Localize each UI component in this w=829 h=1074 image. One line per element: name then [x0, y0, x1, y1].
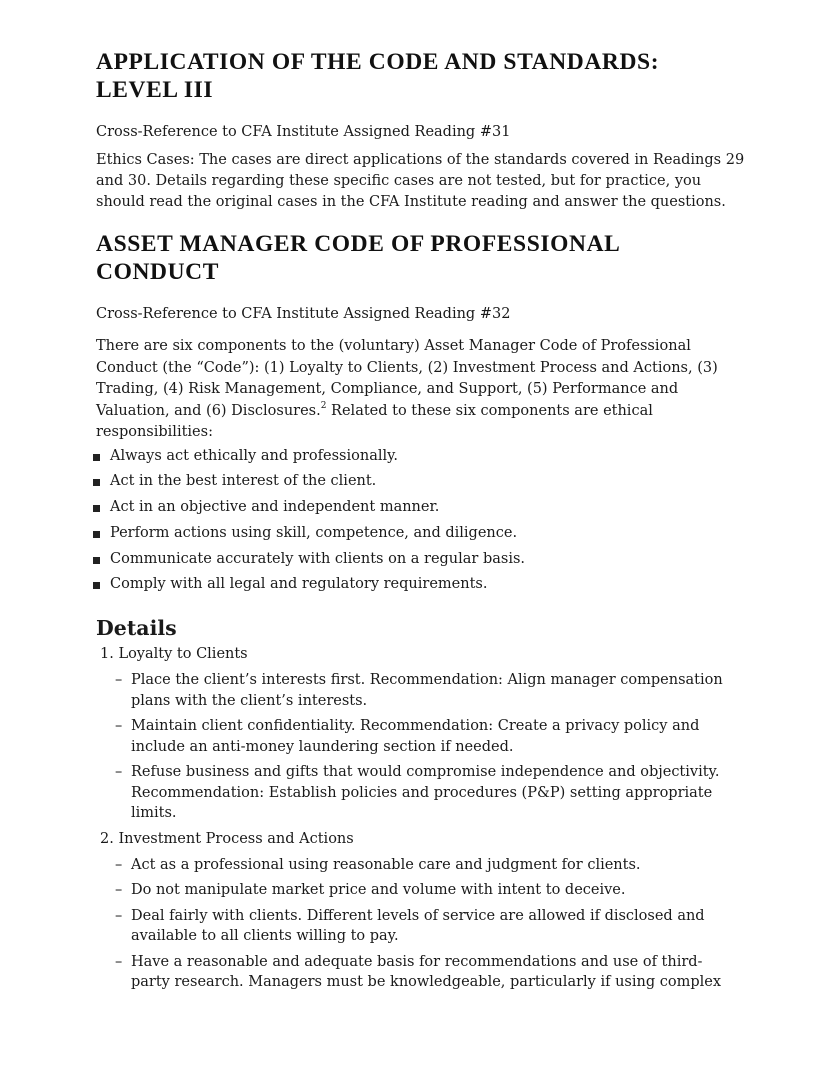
ethical-responsibilities-list: [96, 446, 746, 595]
list-item: Comply with all legal and regulatory requirements.: [96, 574, 746, 594]
list-item: Act in the best interest of the client.: [96, 471, 746, 491]
list-item: Communicate accurately with clients on a regular basis.: [96, 549, 746, 569]
dash-bullet: –: [115, 856, 123, 873]
details-heading: Details: [96, 616, 177, 641]
dash-bullet: –: [115, 764, 123, 781]
square-bullet-icon: [93, 505, 100, 512]
dash-bullet: –: [115, 672, 123, 689]
square-bullet-icon: [93, 557, 100, 564]
numbered-item-loyalty: 1. Loyalty to Clients: [100, 646, 248, 663]
square-bullet-icon: [93, 582, 100, 589]
section-title-line-1: ASSET MANAGER CODE OF PROFESSIONAL: [96, 231, 621, 257]
section-title-application: [96, 48, 746, 104]
ethics-cases-paragraph: Ethics Cases: The cases are direct applications of the standards covered in Readings 29 and 30. Details regarding these specific cases are not tested, but for practice, you should read the original cases in the CFA Institute reading and answer the questions.: [96, 152, 745, 210]
cross-reference-reading-31: Cross-Reference to CFA Institute Assigned Reading #31: [96, 124, 511, 140]
square-bullet-icon: [93, 454, 100, 461]
section-title-line-2: LEVEL III: [96, 77, 214, 103]
square-bullet-icon: [93, 479, 100, 486]
footnote-marker: 2: [320, 400, 327, 411]
sub-item: – Refuse business and gifts that would compromise independence and objectivity. Recommendation: Establish policies and procedures (P&P) setting appropriate limits.: [115, 764, 720, 822]
square-bullet-icon: [93, 531, 100, 538]
section-title-line-2: CONDUCT: [96, 259, 220, 285]
numbered-item-investment-process: 2. Investment Process and Actions: [100, 830, 354, 847]
intro-text: There are six components to the (voluntary) Asset Manager Code of Professional Conduct (the “Code”): (1) Loyalty to Clients, (2) Investment Process and Actions, (3) Trading, (4) Risk Management, Compliance, and Support, (5) Performance and Valuation, and (6) Disclosures.: [96, 338, 718, 419]
sub-item: – Maintain client confidentiality. Recommendation: Create a privacy policy and include an anti-money laundering section if needed.: [115, 718, 700, 755]
dash-bullet: –: [115, 953, 123, 970]
intro-text-continued: Related to these six components are ethical responsibilities:: [96, 402, 653, 440]
details-section: [96, 615, 746, 993]
six-components-paragraph: [96, 336, 746, 444]
section-asset-manager-code: [96, 230, 746, 594]
dash-bullet: –: [115, 882, 123, 899]
section-title-asset-manager: [96, 230, 746, 286]
document-page: [96, 48, 746, 993]
dash-bullet: –: [115, 718, 123, 735]
dash-bullet: –: [115, 907, 123, 924]
list-item: Act in an objective and independent manner.: [96, 497, 746, 517]
cross-reference-reading-32: Cross-Reference to CFA Institute Assigned Reading #32: [96, 306, 511, 322]
sub-item: – Have a reasonable and adequate basis for recommendations and use of third-party research. Managers must be knowledgeable, particularly if using complex: [115, 953, 721, 991]
sub-item: – Do not manipulate market price and volume with intent to deceive.: [96, 880, 731, 901]
section-application-code-standards: [96, 48, 746, 213]
section-title-line-1: APPLICATION OF THE CODE AND STANDARDS:: [96, 49, 660, 75]
sub-item: – Act as a professional using reasonable care and judgment for clients.: [96, 855, 731, 876]
list-item: Perform actions using skill, competence, and diligence.: [96, 523, 746, 543]
list-item: Always act ethically and professionally.: [96, 446, 746, 466]
sub-item: – Deal fairly with clients. Different levels of service are allowed if disclosed and available to all clients willing to pay.: [115, 907, 705, 945]
sub-item: – Place the client’s interests first. Recommendation: Align manager compensation plans with the client’s interests.: [115, 672, 723, 709]
